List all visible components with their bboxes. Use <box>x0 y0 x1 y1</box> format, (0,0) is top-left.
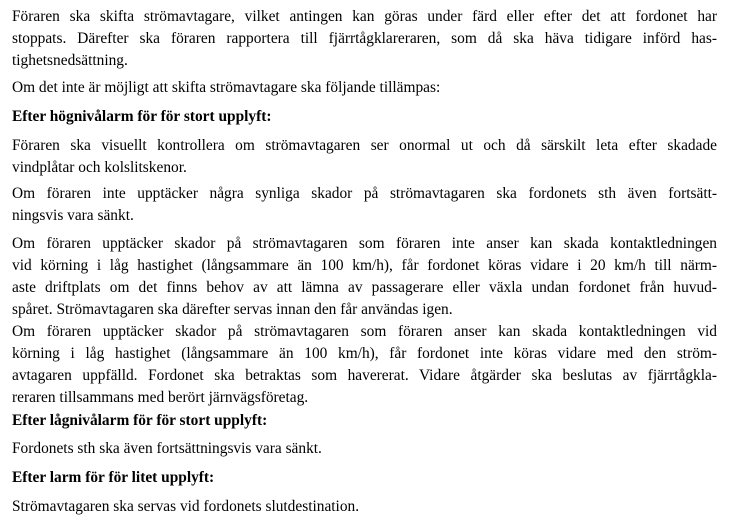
paragraph-line: körning i låg hastighet (långsammare än 100 km/h), får fordonet inte köras vidare med den ström- <box>12 345 717 362</box>
paragraph-line: stoppats. Därefter ska föraren rapportera till fjärrtågklareraren, som då ska häva tidigare införd has- <box>12 30 717 47</box>
heading-line: Efter lågnivålarm för för stort upplyft: <box>12 412 268 429</box>
paragraph-line: ningsvis vara sänkt. <box>12 207 134 224</box>
paragraph-line: Om föraren upptäcker skador på strömavtagaren som föraren inte anser kan skada kontaktledningen <box>12 235 717 252</box>
paragraph <box>12 183 717 227</box>
section-heading <box>12 106 717 128</box>
heading-line: Efter högnivålarm för för stort upplyft: <box>12 108 272 125</box>
paragraph <box>12 135 717 179</box>
paragraph-line: Om föraren upptäcker skador på strömavtagaren som föraren anser kan skada kontaktledningen vid <box>12 323 717 340</box>
paragraph-line: aste driftplats om det finns behov av att lämna av passagerare eller växla undan fordonet från huvud- <box>12 279 717 296</box>
paragraph-line: avtagaren uppfälld. Fordonet ska betraktas som havererat. Vidare åtgärder ska beslutas av fjärrtågkla- <box>12 367 717 384</box>
paragraph-line: Fordonets sth ska även fortsättningsvis vara sänkt. <box>12 440 322 457</box>
paragraph-line: reraren tillsammans med berört järnvägsföretag. <box>12 389 309 406</box>
paragraph <box>12 321 717 409</box>
paragraph-line: Strömavtagaren ska servas vid fordonets slutdestination. <box>12 498 360 515</box>
paragraph-line: Föraren ska skifta strömavtagare, vilket antingen kan göras under färd eller efter det att fordonet har <box>12 8 717 25</box>
paragraph-line: Om föraren inte upptäcker några synliga skador på strömavtagaren ska fordonets sth även fortsätt- <box>12 185 717 202</box>
paragraph-line: vindplåtar och kolslitskenor. <box>12 159 187 176</box>
paragraph <box>12 438 717 460</box>
paragraph <box>12 233 717 321</box>
paragraph-line: Om det inte är möjligt att skifta strömavtagare ska följande tillämpas: <box>12 79 441 96</box>
paragraph-line: Föraren ska visuellt kontrollera om strömavtagaren ser onormal ut och då särskilt leta efter skadade <box>12 137 717 154</box>
heading-line: Efter larm för för litet upplyft: <box>12 469 215 486</box>
section-heading <box>12 410 717 432</box>
paragraph-line: spåret. Strömavtagaren ska därefter servas innan den får användas igen. <box>12 301 453 318</box>
paragraph <box>12 6 717 72</box>
paragraph <box>12 77 717 99</box>
paragraph <box>12 496 717 518</box>
paragraph-line: tighetsnedsättning. <box>12 52 128 69</box>
section-heading <box>12 467 717 489</box>
paragraph-line: vid körning i låg hastighet (långsammare än 100 km/h), får fordonet köras vidare i 20 km/h till närm- <box>12 257 717 274</box>
